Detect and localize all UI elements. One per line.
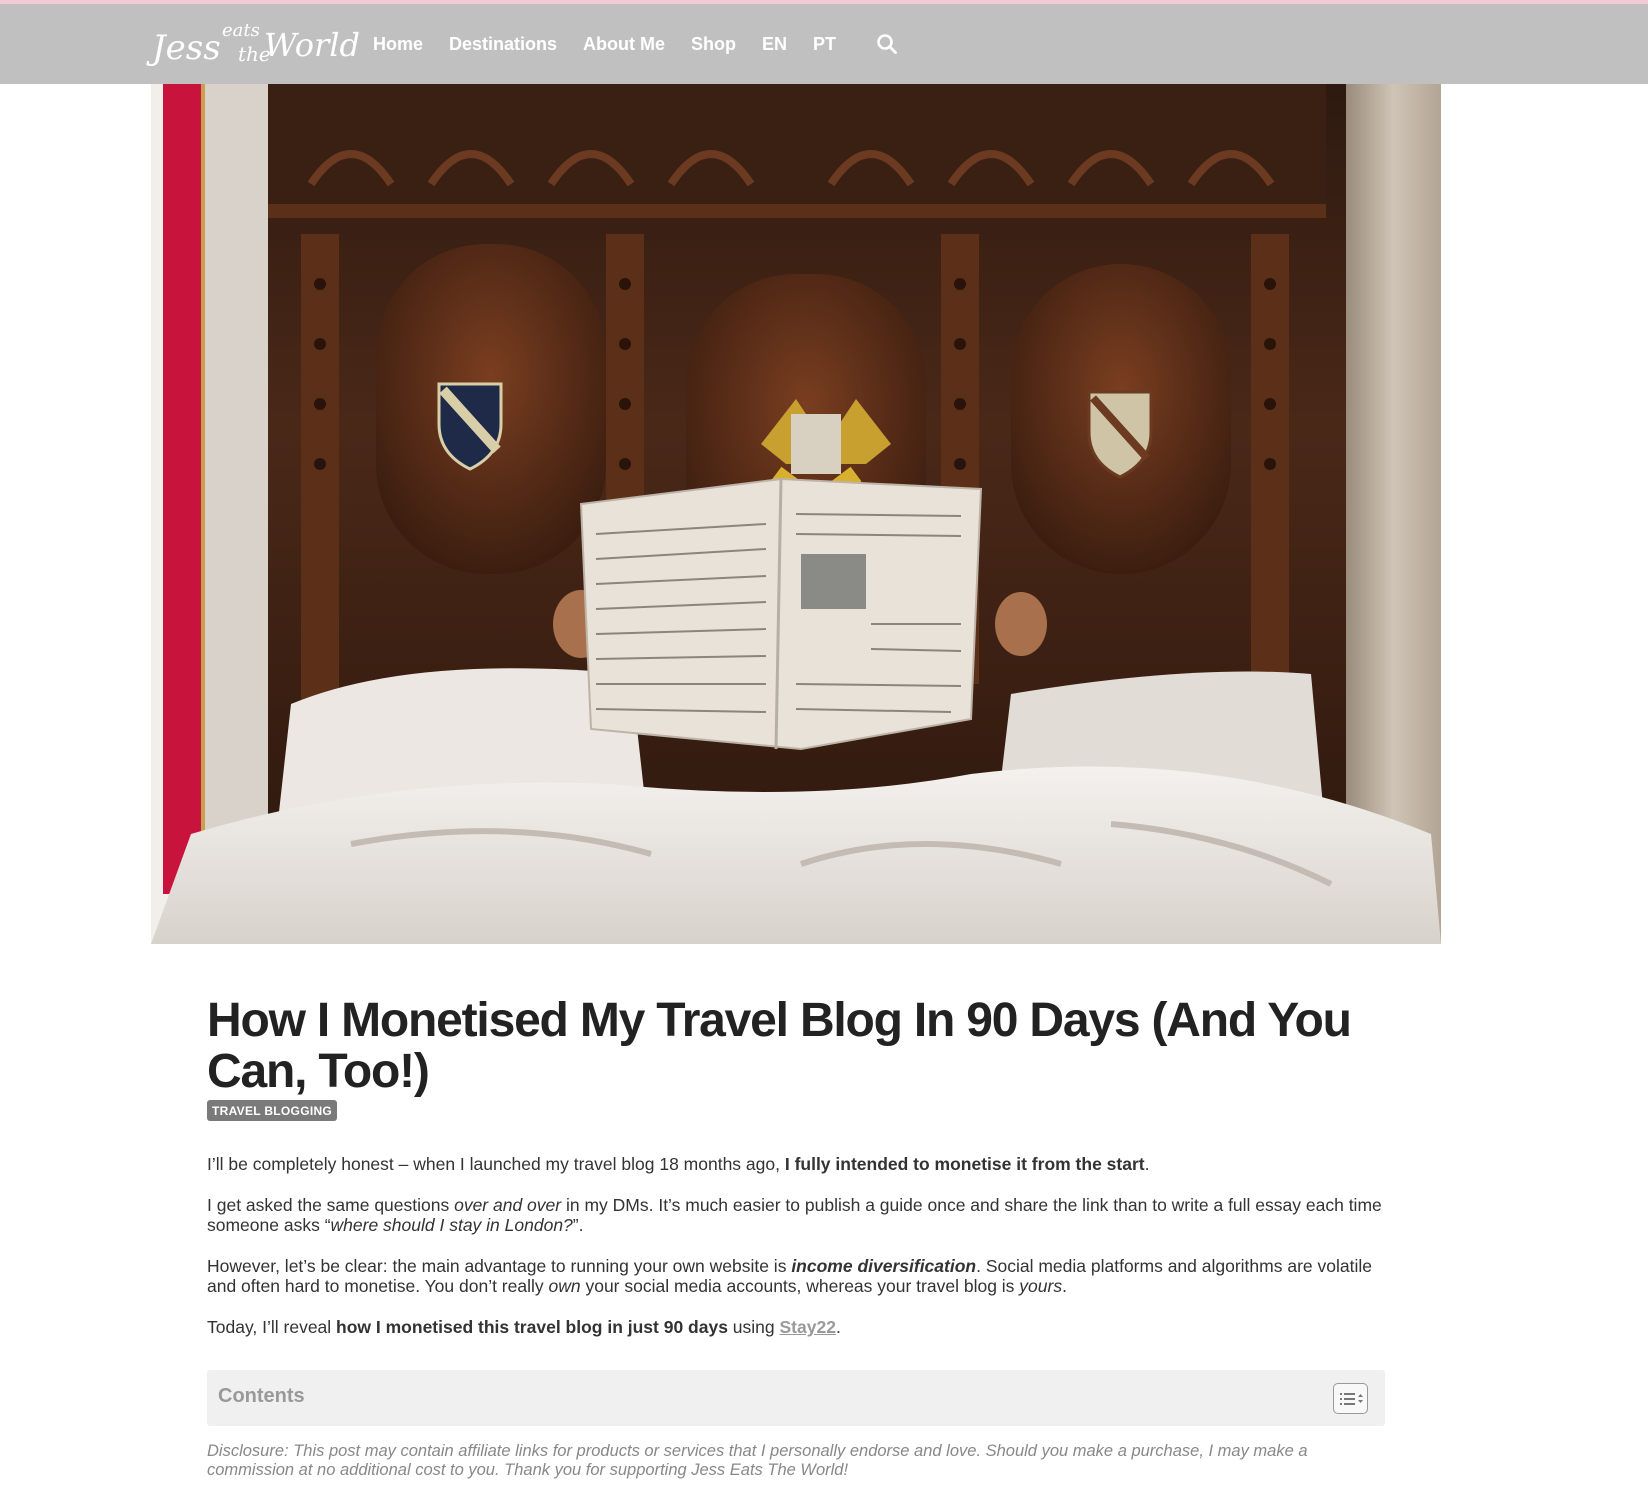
logo-text-eats: eats: [222, 20, 260, 41]
nav-about-me[interactable]: About Me: [583, 33, 666, 54]
p3-text-yours: yours: [1019, 1276, 1063, 1296]
site-header: [0, 4, 1648, 84]
nav-lang-en[interactable]: EN: [762, 33, 788, 54]
p2-text-a: I get asked the same questions: [207, 1195, 455, 1215]
p2-text-e: ”.: [572, 1215, 584, 1235]
list-icon: [1334, 1384, 1367, 1413]
toc-title: Contents: [218, 1385, 305, 1407]
site-logo[interactable]: [152, 20, 360, 68]
p1-text-bold: I fully intended to monetise it from the start: [784, 1154, 1145, 1174]
nav-lang-pt[interactable]: PT: [813, 33, 837, 54]
logo-text-the: the: [238, 42, 271, 66]
search-icon[interactable]: [876, 33, 898, 55]
p3-text-e: your social media accounts, whereas your travel blog is: [580, 1276, 1020, 1296]
p3-text-a: However, let’s be clear: the main advantage to running your own website is: [207, 1256, 792, 1276]
toc-toggle-button[interactable]: [1333, 1383, 1368, 1414]
p1-text-a: I’ll be completely honest – when I launched my travel blog 18 months ago,: [207, 1154, 785, 1174]
paragraph-intro: [207, 1154, 1385, 1174]
post-title: How I Monetised My Travel Blog In 90 Days (And You Can, Too!): [207, 994, 1351, 1098]
affiliate-disclosure: Disclosure: This post may contain affiliate links for products or services that I personally endorse and love. Should you make a purchase, I may make a commission at no additional cost to you. Thank you for supporting Jess Eats The World!: [207, 1442, 1308, 1479]
p2-text-italic: over and over: [454, 1195, 562, 1215]
nav-shop[interactable]: Shop: [691, 33, 737, 54]
post-content: [207, 995, 1385, 1480]
p3-text-c: . Social media platforms and algorithms are volatile and often hard to monetise. You don’t really: [207, 1256, 1372, 1296]
p4-text-e: .: [835, 1317, 841, 1337]
p2-text-quote: where should I stay in London?: [330, 1215, 573, 1235]
stay22-link[interactable]: Stay22: [779, 1317, 836, 1337]
paragraph-reveal: [207, 1317, 1385, 1337]
p4-text-c: using: [727, 1317, 780, 1337]
table-of-contents: [207, 1370, 1385, 1426]
paragraph-questions: [207, 1195, 1385, 1235]
logo-text-world: World: [264, 26, 360, 64]
featured-image: [151, 84, 1441, 944]
p3-text-g: .: [1062, 1276, 1067, 1296]
category-badge[interactable]: TRAVEL BLOGGING: [207, 1100, 337, 1121]
nav-destinations[interactable]: Destinations: [449, 33, 558, 54]
paragraph-advantage: [207, 1256, 1385, 1296]
nav-home[interactable]: Home: [373, 33, 424, 54]
p2-text-c: in my DMs. It’s much easier to publish a guide once and share the link than to write a full essay each time someone asks “: [207, 1195, 1382, 1235]
p4-text-bold: how I monetised this travel blog in just 90 days: [336, 1317, 728, 1337]
p1-text-c: .: [1144, 1154, 1150, 1174]
p4-text-a: Today, I’ll reveal: [207, 1317, 337, 1337]
p3-text-own: own: [548, 1276, 581, 1296]
p3-text-bold-italic: income diversification: [791, 1256, 977, 1276]
logo-text-jess: Jess: [152, 28, 221, 68]
main-nav: [373, 4, 898, 84]
